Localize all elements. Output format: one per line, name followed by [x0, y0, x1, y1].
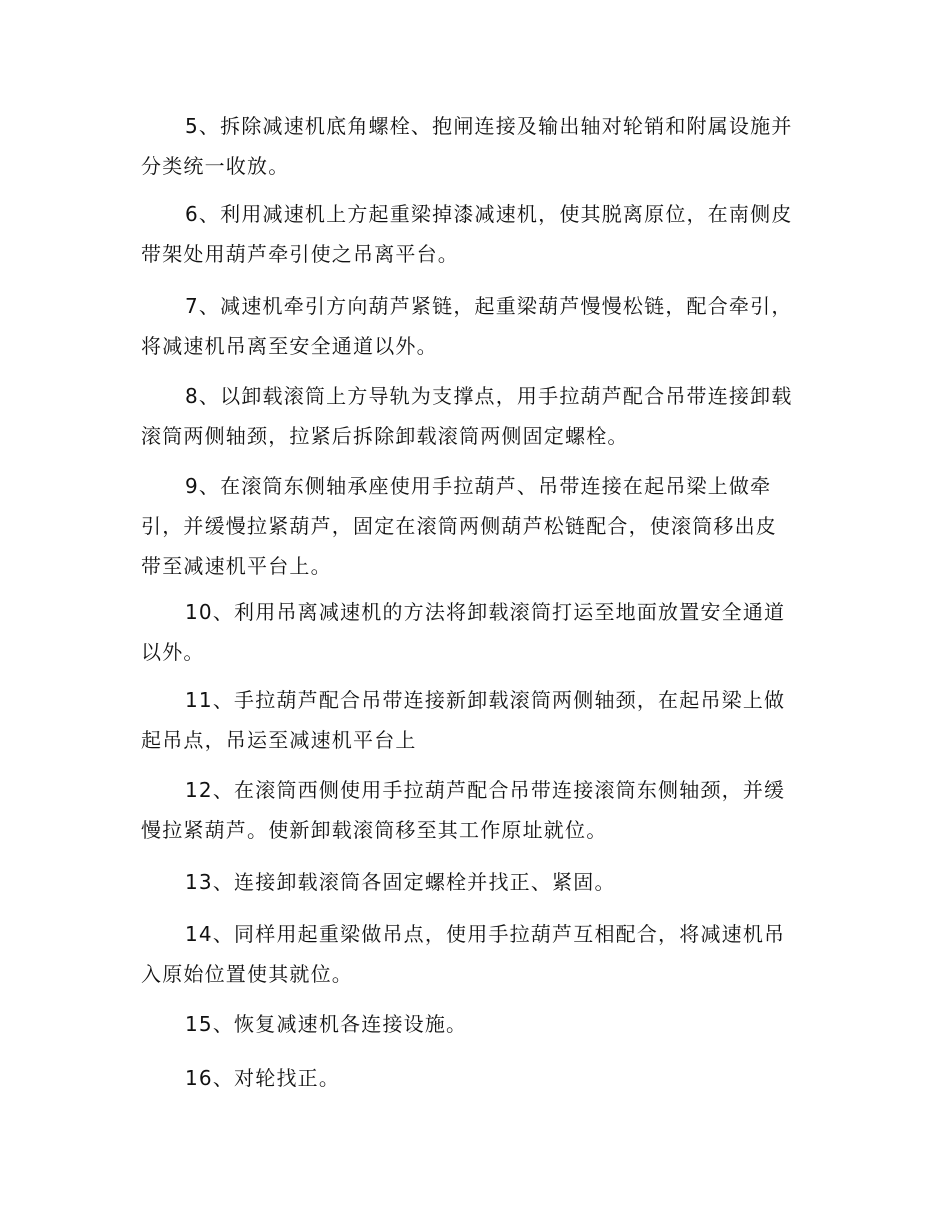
paragraph-line: 带架处用葫芦牵引使之吊离平台。: [141, 242, 459, 266]
paragraph-line: 11、手拉葫芦配合吊带连接新卸载滚筒两侧轴颈，在起吊梁上做: [185, 688, 786, 712]
paragraph-line: 9、在滚筒东侧轴承座使用手拉葫芦、吊带连接在起吊梁上做牵: [185, 474, 772, 498]
paragraph-step-7: [141, 286, 811, 366]
paragraph-line: 起吊点，吊运至减速机平台上: [141, 728, 417, 752]
paragraph-step-11: [141, 680, 811, 760]
paragraph-line: 引，并缓慢拉紧葫芦，固定在滚筒两侧葫芦松链配合，使滚筒移出皮: [141, 514, 777, 538]
paragraph-step-14: [141, 914, 811, 994]
paragraph-step-12: [141, 770, 811, 850]
paragraph-line: 带至减速机平台上。: [141, 554, 332, 578]
paragraph-line: 6、利用减速机上方起重梁掉漆减速机，使其脱离原位，在南侧皮: [185, 202, 793, 226]
paragraph-line: 10、利用吊离减速机的方法将卸载滚筒打运至地面放置安全通道: [185, 600, 786, 624]
paragraph-line: 15、恢复减速机各连接设施。: [185, 1012, 468, 1036]
paragraph-line: 8、以卸载滚筒上方导轨为支撑点，用手拉葫芦配合吊带连接卸载: [185, 384, 793, 408]
paragraph-line: 14、同样用起重梁做吊点，使用手拉葫芦互相配合，将减速机吊: [185, 922, 786, 946]
paragraph-line: 入原始位置使其就位。: [141, 962, 353, 986]
paragraph-step-9: [141, 466, 811, 586]
paragraph-line: 分类统一收放。: [141, 154, 290, 178]
paragraph-step-8: [141, 376, 811, 456]
paragraph-step-15: [141, 1004, 811, 1044]
paragraph-line: 16、对轮找正。: [185, 1066, 341, 1090]
paragraph-line: 7、减速机牵引方向葫芦紧链，起重梁葫芦慢慢松链，配合牵引，: [185, 294, 793, 318]
paragraph-line: 以外。: [141, 640, 205, 664]
paragraph-line: 慢拉紧葫芦。使新卸载滚筒移至其工作原址就位。: [141, 818, 608, 842]
paragraph-step-13: [141, 862, 811, 902]
paragraph-line: 12、在滚筒西侧使用手拉葫芦配合吊带连接滚筒东侧轴颈，并缓: [185, 778, 786, 802]
paragraph-line: 滚筒两侧轴颈，拉紧后拆除卸载滚筒两侧固定螺栓。: [141, 424, 629, 448]
paragraph-step-16: [141, 1058, 811, 1098]
paragraph-line: 5、拆除减速机底角螺栓、抱闸连接及输出轴对轮销和附属设施并: [185, 114, 793, 138]
paragraph-line: 将减速机吊离至安全通道以外。: [141, 334, 438, 358]
paragraph-step-6: [141, 194, 811, 274]
paragraph-step-10: [141, 592, 811, 672]
paragraph-line: 13、连接卸载滚筒各固定螺栓并找正、紧固。: [185, 870, 616, 894]
paragraph-step-5: [141, 106, 811, 186]
